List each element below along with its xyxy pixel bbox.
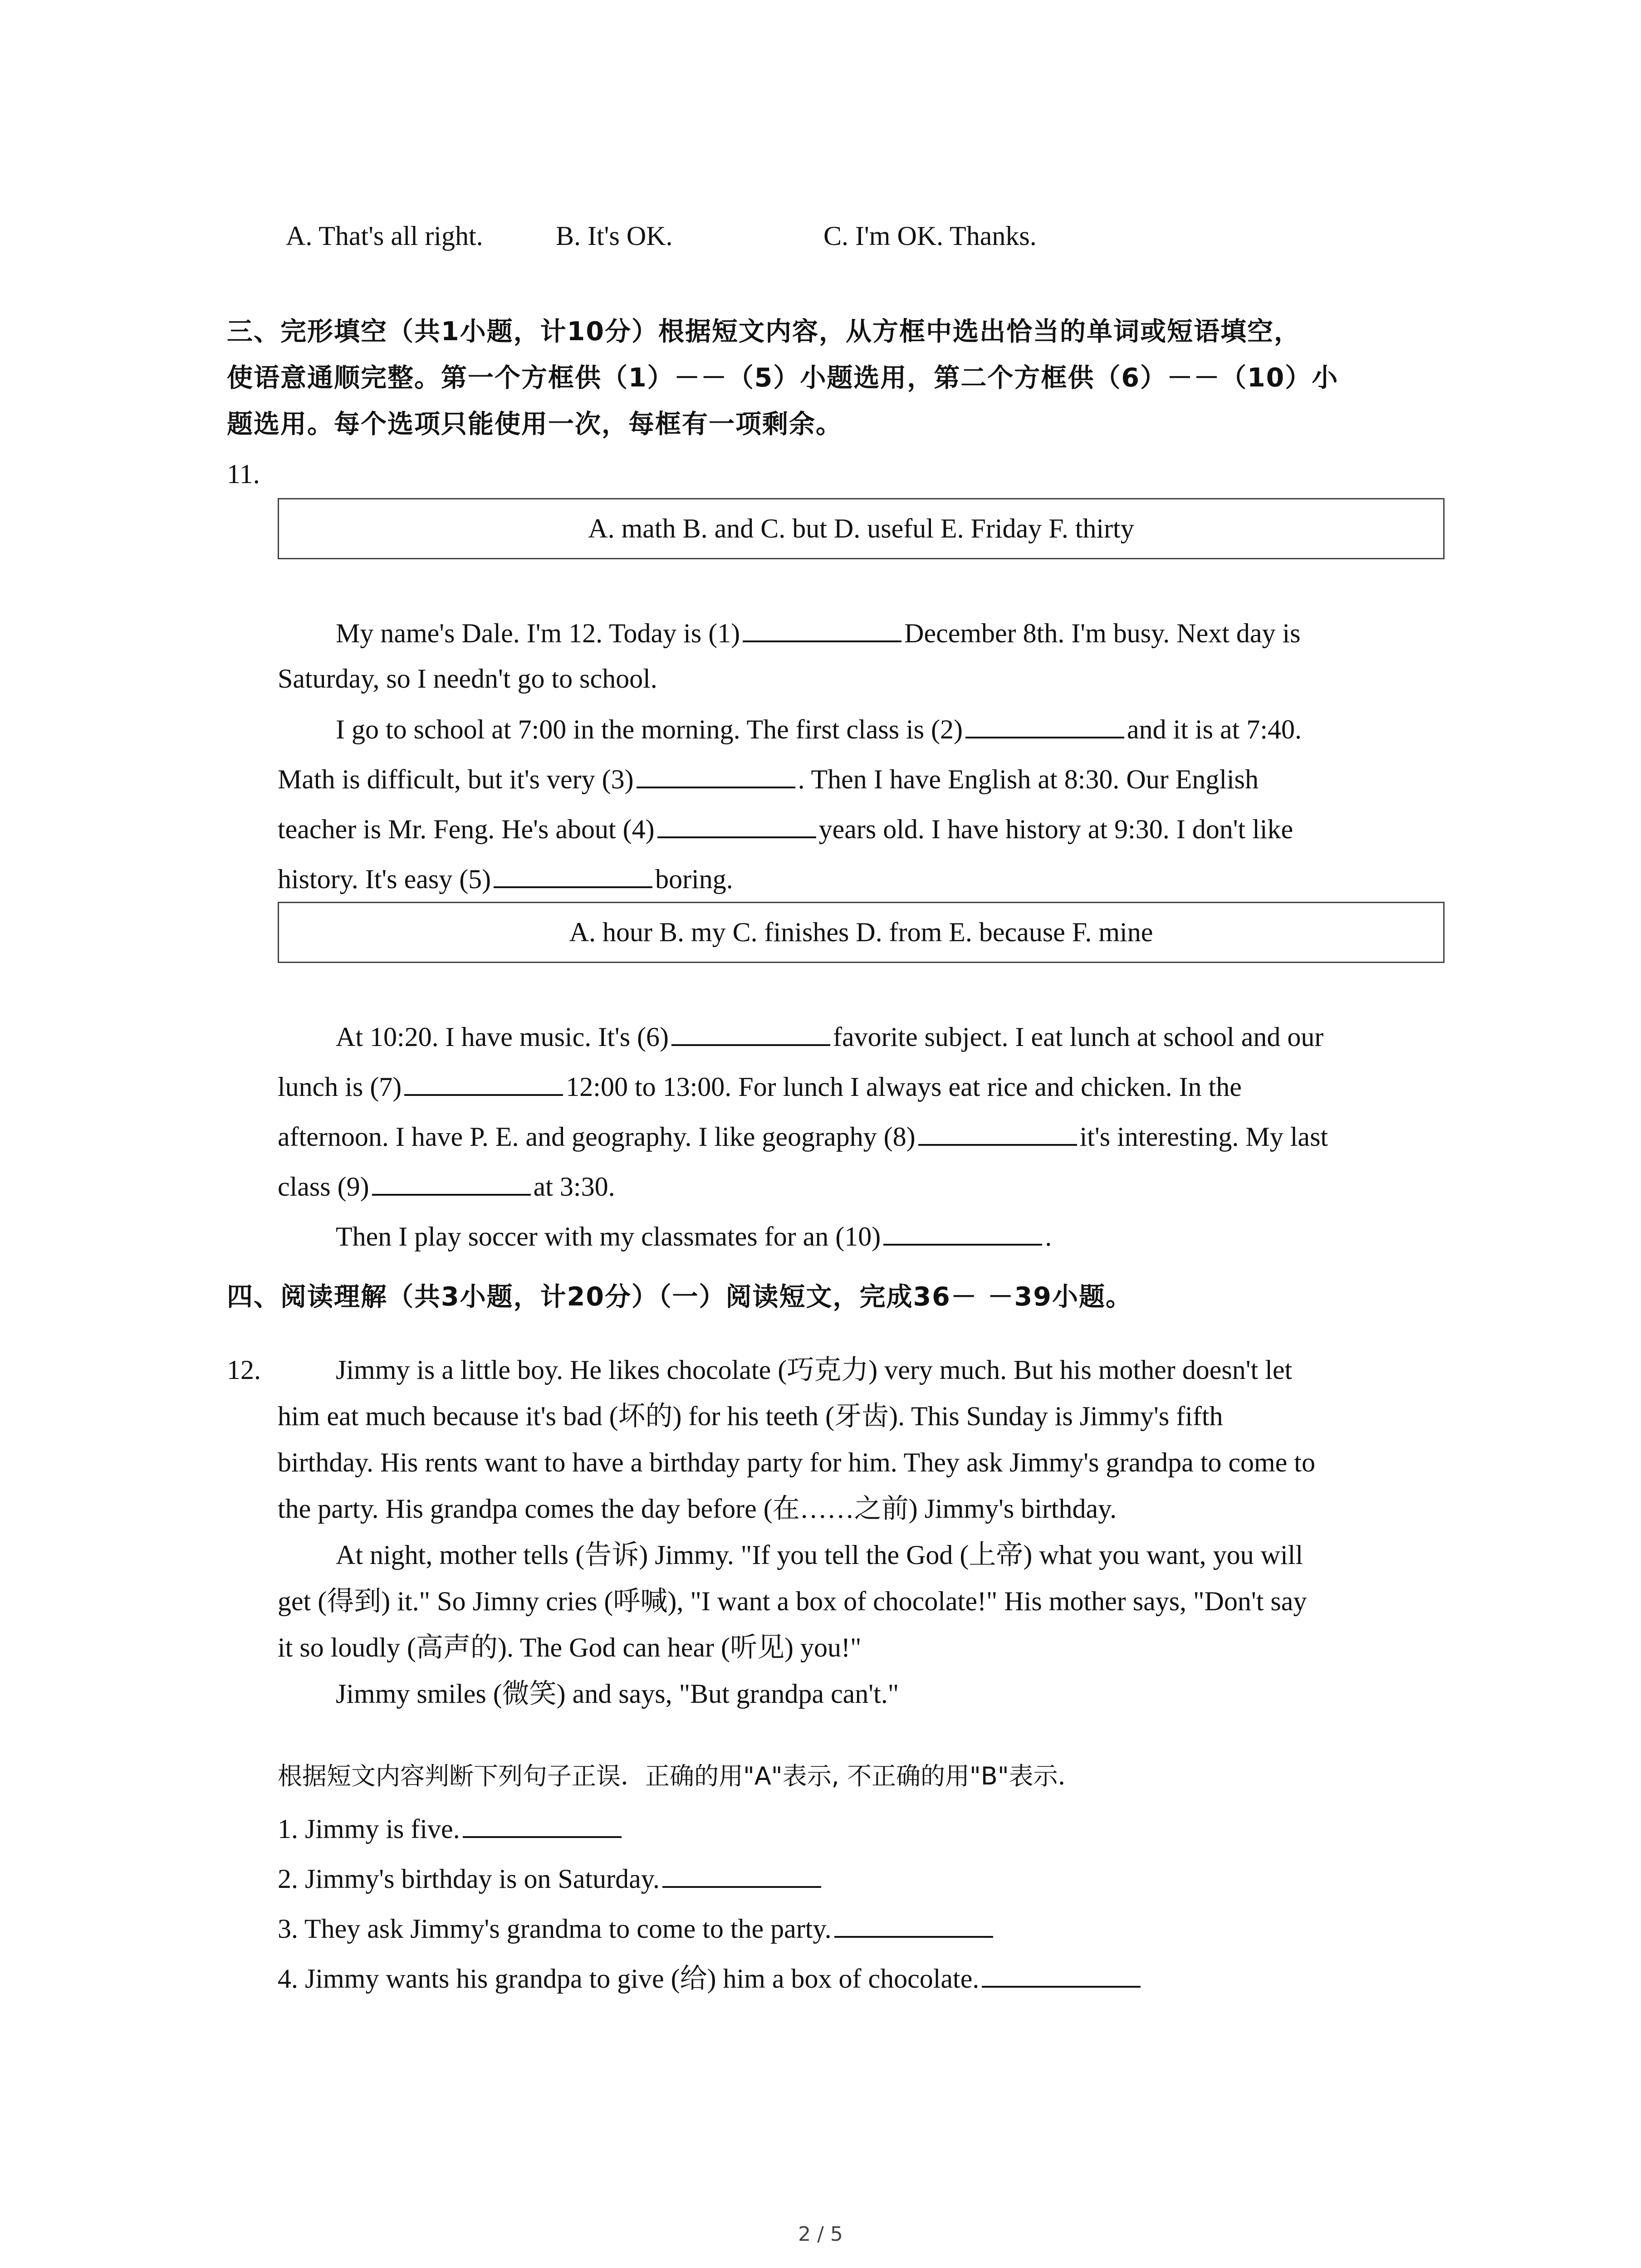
p3-text-3b: it's interesting. My last: [1079, 1122, 1328, 1152]
word-box-2: A. hour B. my C. finishes D. from E. because F. mine: [278, 902, 1445, 963]
answer-blank-1[interactable]: [463, 1808, 622, 1838]
blank-2[interactable]: [965, 709, 1124, 738]
option-b: B. It's OK.: [556, 221, 673, 251]
p2-text-3b: years old. I have history at 9:30. I don't like: [818, 814, 1293, 844]
p3-text-4b: at 3:30.: [533, 1172, 615, 1202]
statement-2: [278, 1858, 824, 1897]
blank-3[interactable]: [637, 758, 795, 788]
p2-line1: [336, 709, 1302, 748]
true-false-instruction: 根据短文内容判断下列句子正误．正确的用"A"表示, 不正确的用"B"表示．: [278, 1762, 1083, 1790]
p2-text-2a: Math is difficult, but it's very (3): [278, 764, 634, 794]
statement-1: [278, 1808, 624, 1847]
blank-8[interactable]: [918, 1116, 1077, 1146]
p3-line2: [278, 1066, 1242, 1105]
section3-heading-line2: 使语意通顺完整。第一个方框供（1）－－（5）小题选用，第二个方框供（6）－－（10）小: [227, 363, 1339, 393]
passage-para1-line3: birthday. His rents want to have a birthday party for him. They ask Jimmy's grandpa to come to: [278, 1447, 1315, 1477]
answer-blank-2[interactable]: [662, 1858, 821, 1888]
p3-line5: [336, 1216, 1052, 1255]
question-number-11: 11.: [227, 459, 260, 489]
word-box-1: A. math B. and C. but D. useful E. Friday F. thirty: [278, 498, 1445, 559]
answer-blank-4[interactable]: [982, 1958, 1141, 1988]
p2-line2: [278, 758, 1259, 797]
p2-line4: [278, 858, 733, 897]
p2-text-1b: and it is at 7:40.: [1127, 714, 1302, 744]
blank-5[interactable]: [494, 858, 652, 888]
page-number: 2 / 5: [798, 2223, 843, 2246]
p3-line4: [278, 1166, 615, 1205]
p3-line3: [278, 1116, 1328, 1155]
blank-10[interactable]: [883, 1216, 1042, 1246]
p3-text-3a: afternoon. I have P. E. and geography. I like geography (8): [278, 1122, 916, 1152]
p3-line1: [336, 1016, 1323, 1055]
section3-heading-line3: 题选用。每个选项只能使用一次，每框有一项剩余。: [227, 409, 843, 439]
p3-text-1a: At 10:20. I have music. It's (6): [336, 1022, 669, 1052]
blank-4[interactable]: [657, 808, 816, 838]
p1-text-1b: December 8th. I'm busy. Next day is: [904, 618, 1301, 648]
p3-text-4a: class (9): [278, 1172, 369, 1202]
statement-2-text: 2. Jimmy's birthday is on Saturday.: [278, 1864, 660, 1894]
option-c: C. I'm OK. Thanks.: [823, 221, 1037, 251]
p2-text-4b: boring.: [655, 864, 733, 894]
p1-line2: Saturday, so I needn't go to school.: [278, 664, 657, 694]
section3-heading-line1: 三、完形填空（共1小题，计10分）根据短文内容，从方框中选出恰当的单词或短语填空，: [227, 317, 1301, 347]
p2-text-3a: teacher is Mr. Feng. He's about (4): [278, 814, 655, 844]
passage-para2-line3: it so loudly (高声的). The God can hear (听见) you!": [278, 1633, 862, 1662]
blank-6[interactable]: [671, 1016, 830, 1046]
passage-para1-line1: Jimmy is a little boy. He likes chocolate (巧克力) very much. But his mother doesn't let: [336, 1355, 1293, 1385]
p3-text-5a: Then I play soccer with my classmates for an (10): [336, 1222, 881, 1251]
section4-heading: 四、阅读理解（共3小题，计20分）（一）阅读短文，完成36－ －39小题。: [227, 1282, 1132, 1312]
p3-text-5b: .: [1045, 1222, 1052, 1251]
passage-para3-line1: Jimmy smiles (微笑) and says, "But grandpa can't.": [336, 1679, 899, 1709]
answer-blank-3[interactable]: [834, 1908, 993, 1938]
blank-1[interactable]: [743, 612, 901, 642]
passage-para1-line4: the party. His grandpa comes the day before (在……之前) Jimmy's birthday.: [278, 1494, 1117, 1524]
p2-text-2b: . Then I have English at 8:30. Our English: [798, 764, 1259, 794]
p3-text-2a: lunch is (7): [278, 1072, 402, 1102]
passage-para2-line2: get (得到) it." So Jimny cries (呼喊), "I want a box of chocolate!" His mother says, "Don't say: [278, 1586, 1307, 1616]
p1-text-1a: My name's Dale. I'm 12. Today is (1): [336, 618, 740, 648]
p1-line1: [336, 612, 1301, 651]
statement-3: [278, 1908, 996, 1947]
blank-7[interactable]: [404, 1066, 563, 1096]
statement-4: [278, 1958, 1143, 1997]
passage-para2-line1: At night, mother tells (告诉) Jimmy. "If you tell the God (上帝) what you want, you will: [336, 1540, 1303, 1570]
p2-text-1a: I go to school at 7:00 in the morning. The first class is (2): [336, 714, 963, 744]
p2-text-4a: history. It's easy (5): [278, 864, 491, 894]
statement-4-text: 4. Jimmy wants his grandpa to give (给) him a box of chocolate.: [278, 1964, 980, 1994]
statement-3-text: 3. They ask Jimmy's grandma to come to the party.: [278, 1914, 832, 1944]
option-a: A. That's all right.: [286, 221, 483, 251]
p2-line3: [278, 808, 1293, 847]
blank-9[interactable]: [372, 1166, 531, 1196]
question-number-12: 12.: [227, 1355, 261, 1385]
p3-text-1b: favorite subject. I eat lunch at school and our: [833, 1022, 1324, 1052]
statement-1-text: 1. Jimmy is five.: [278, 1814, 460, 1844]
p3-text-2b: 12:00 to 13:00. For lunch I always eat rice and chicken. In the: [566, 1072, 1242, 1102]
passage-para1-line2: him eat much because it's bad (坏的) for his teeth (牙齿). This Sunday is Jimmy's fifth: [278, 1401, 1223, 1431]
